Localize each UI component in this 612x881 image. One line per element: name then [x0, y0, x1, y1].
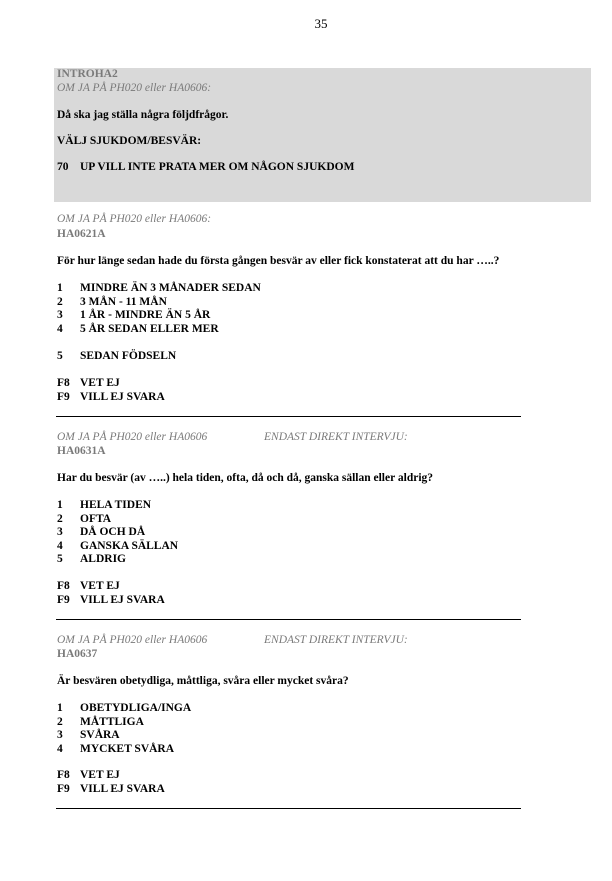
option-row: [57, 513, 178, 527]
option-code: 4: [57, 322, 63, 335]
option-row: [57, 769, 165, 783]
option-row: [57, 594, 165, 608]
q3-special-options: [57, 769, 165, 796]
intro-text: Då ska jag ställa några följdfrågor.: [57, 109, 229, 121]
option-label: 3 MÅN - 11 MÅN: [80, 295, 167, 308]
option-row: [57, 377, 165, 391]
q3-condition-direct: ENDAST DIREKT INTERVJU:: [264, 634, 408, 646]
option-code: 1: [57, 282, 63, 294]
option-code: 5: [57, 553, 63, 565]
option-row: [57, 716, 191, 730]
q1-question: För hur länge sedan hade du första gången besvär av eller fick konstaterat att du har …..?: [57, 255, 500, 267]
option-code: 3: [57, 309, 63, 321]
option-row: [57, 499, 178, 513]
option-label: 1 ÅR - MINDRE ÄN 5 ÅR: [80, 309, 211, 321]
q1-special-options: [57, 377, 165, 404]
option-row: [57, 540, 178, 554]
option-row: [57, 323, 261, 337]
q2-options: [57, 499, 178, 567]
option-label: VET EJ: [80, 377, 120, 389]
option-code: 2: [57, 512, 63, 525]
option-row: [57, 282, 261, 296]
option-code: F8: [57, 769, 70, 781]
option-row: [57, 391, 165, 405]
q2-condition-direct: ENDAST DIREKT INTERVJU:: [264, 431, 408, 443]
option-row: [57, 743, 191, 757]
option-row: [57, 702, 191, 716]
option-label: ALDRIG: [80, 553, 127, 565]
q1-condition: OM JA PÅ PH020 eller HA0606:: [57, 213, 212, 225]
q1-options: [57, 282, 261, 336]
q3-question: Är besvären obetydliga, måttliga, svåra eller mycket svåra?: [57, 675, 349, 687]
q2-condition: OM JA PÅ PH020 eller HA0606: [57, 431, 208, 443]
option-code: 70: [57, 161, 69, 173]
option-row: [57, 553, 178, 567]
option-label: 5 ÅR SEDAN ELLER MER: [80, 322, 219, 335]
option-code: 3: [57, 526, 63, 538]
option-code: 5: [57, 350, 63, 362]
option-label: VET EJ: [80, 580, 120, 592]
q2-question: Har du besvär (av …..) hela tiden, ofta, då och då, ganska sällan eller aldrig?: [57, 472, 434, 484]
option-label: MYCKET SVÅRA: [80, 742, 175, 755]
option-label: MÅTTLIGA: [80, 715, 144, 728]
option-label: UP VILL INTE PRATA MER OM NÅGON SJUKDOM: [80, 161, 355, 173]
intro-instruction: VÄLJ SJUKDOM/BESVÄR:: [57, 135, 202, 147]
option-code: 4: [57, 742, 63, 755]
option-code: F9: [57, 390, 70, 403]
section-divider: [56, 619, 521, 620]
option-label: HELA TIDEN: [80, 499, 152, 511]
option-label: SEDAN FÖDSELN: [80, 350, 177, 362]
option-row: [57, 309, 261, 323]
option-code: F9: [57, 782, 70, 795]
option-code: 4: [57, 539, 63, 552]
option-label: MINDRE ÄN 3 MÅNADER SEDAN: [80, 282, 261, 294]
option-row: [57, 580, 165, 594]
option-label: VILL EJ SVARA: [80, 782, 165, 795]
option-row: [57, 526, 178, 540]
q1-extra-option: [57, 350, 176, 364]
option-code: 1: [57, 702, 63, 714]
q2-variable: HA0631A: [57, 445, 106, 457]
option-code: 2: [57, 295, 63, 308]
option-row: [57, 729, 191, 743]
q2-special-options: [57, 580, 165, 607]
option-code: F8: [57, 377, 70, 389]
option-code: F9: [57, 593, 70, 606]
option-label: OBETYDLIGA/INGA: [80, 702, 192, 714]
option-label: DÅ OCH DÅ: [80, 526, 146, 538]
option-label: VET EJ: [80, 769, 120, 781]
option-label: GANSKA SÄLLAN: [80, 539, 179, 552]
option-row: [57, 783, 165, 797]
option-code: 1: [57, 499, 63, 511]
intro-variable: INTROHA2: [57, 68, 118, 80]
q3-variable: HA0637: [57, 648, 98, 660]
intro-option: [57, 161, 354, 175]
option-code: F8: [57, 580, 70, 592]
option-label: VILL EJ SVARA: [80, 390, 165, 403]
option-row: [57, 296, 261, 310]
q3-options: [57, 702, 191, 756]
option-label: SVÅRA: [80, 729, 120, 741]
option-code: 2: [57, 715, 63, 728]
option-label: VILL EJ SVARA: [80, 593, 165, 606]
page-number: 35: [314, 16, 328, 31]
section-divider: [56, 808, 521, 809]
intro-condition: OM JA PÅ PH020 eller HA0606:: [57, 82, 212, 94]
q1-variable: HA0621A: [57, 228, 106, 240]
option-code: 3: [57, 729, 63, 741]
option-label: OFTA: [80, 512, 112, 525]
q3-condition: OM JA PÅ PH020 eller HA0606: [57, 634, 208, 646]
section-divider: [56, 416, 521, 417]
